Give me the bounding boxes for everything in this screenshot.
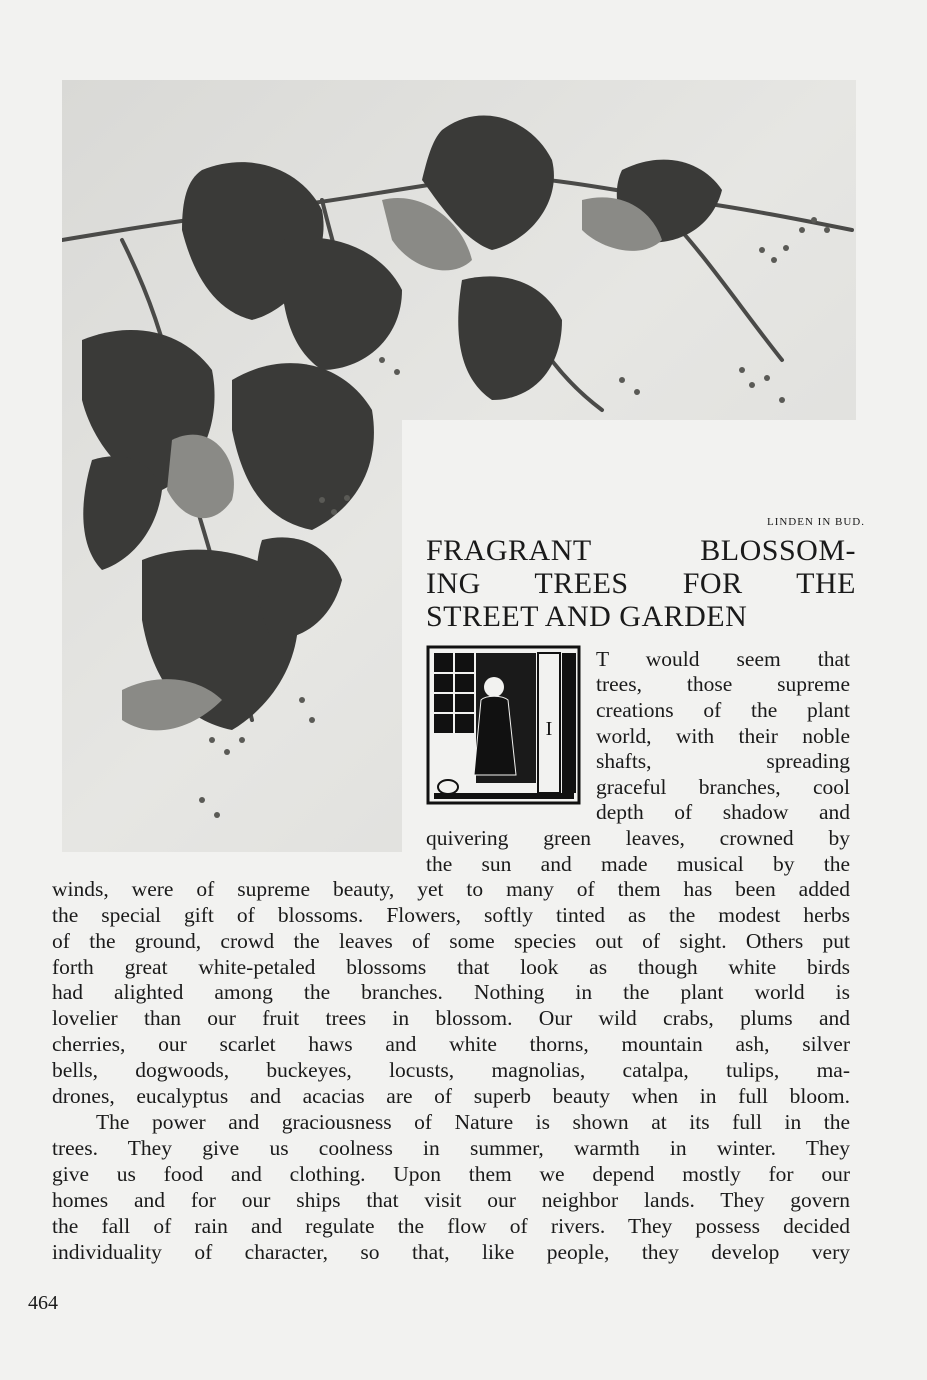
body-line: depth of shadow and: [596, 800, 850, 824]
title-line: ING TREES FOR THE: [426, 567, 856, 600]
body-line: give us food and clothing. Upon them we depend mostly for our: [52, 1162, 850, 1186]
body-line: quivering green leaves, crowned by: [426, 826, 850, 850]
body-line: graceful branches, cool: [596, 775, 850, 799]
body-line: forth great white-petaled blossoms that look as though white birds: [52, 955, 850, 979]
body-line: the sun and made musical by the: [426, 852, 850, 876]
body-line: trees. They give us coolness in summer, warmth in winter. They: [52, 1136, 850, 1160]
page-number: 464: [28, 1292, 58, 1314]
body-line: homes and for our ships that visit our neighbor lands. They govern: [52, 1188, 850, 1212]
body-line: of the ground, crowd the leaves of some species out of sight. Others put: [52, 929, 850, 953]
body-line: the special gift of blossoms. Flowers, softly tinted as the modest herbs: [52, 903, 850, 927]
body-line: individuality of character, so that, like people, they develop very: [52, 1240, 850, 1264]
body-line: lovelier than our fruit trees in blossom. Our wild crabs, plums and: [52, 1006, 850, 1030]
title-line: STREET AND GARDEN: [426, 600, 748, 633]
body-line: creations of the plant: [596, 698, 850, 722]
article-title: [426, 534, 856, 633]
body-line: winds, were of supreme beauty, yet to many of them has been added: [52, 877, 850, 901]
title-line: FRAGRANT BLOSSOM-: [426, 534, 856, 567]
drop-cap-illustration: [426, 645, 581, 805]
body-line: cherries, our scarlet haws and white thorns, mountain ash, silver: [52, 1032, 850, 1056]
body-line: the fall of rain and regulate the flow of rivers. They possess decided: [52, 1214, 850, 1238]
body-line: drones, eucalyptus and acacias are of superb beauty when in full bloom.: [52, 1084, 850, 1108]
body-line: trees, those supreme: [596, 672, 850, 696]
svg-text:I: I: [545, 718, 553, 740]
body-line: The power and graciousness of Nature is shown at its full in the: [96, 1110, 850, 1134]
body-line: world, with their noble: [596, 724, 850, 748]
body-line: shafts, spreading: [596, 749, 850, 773]
body-line: had alighted among the branches. Nothing in the plant world is: [52, 980, 850, 1004]
photo-caption: LINDEN IN BUD.: [766, 516, 865, 528]
body-line: T would seem that: [596, 647, 850, 671]
body-line: bells, dogwoods, buckeyes, locusts, magnolias, catalpa, tulips, ma-: [52, 1058, 850, 1082]
